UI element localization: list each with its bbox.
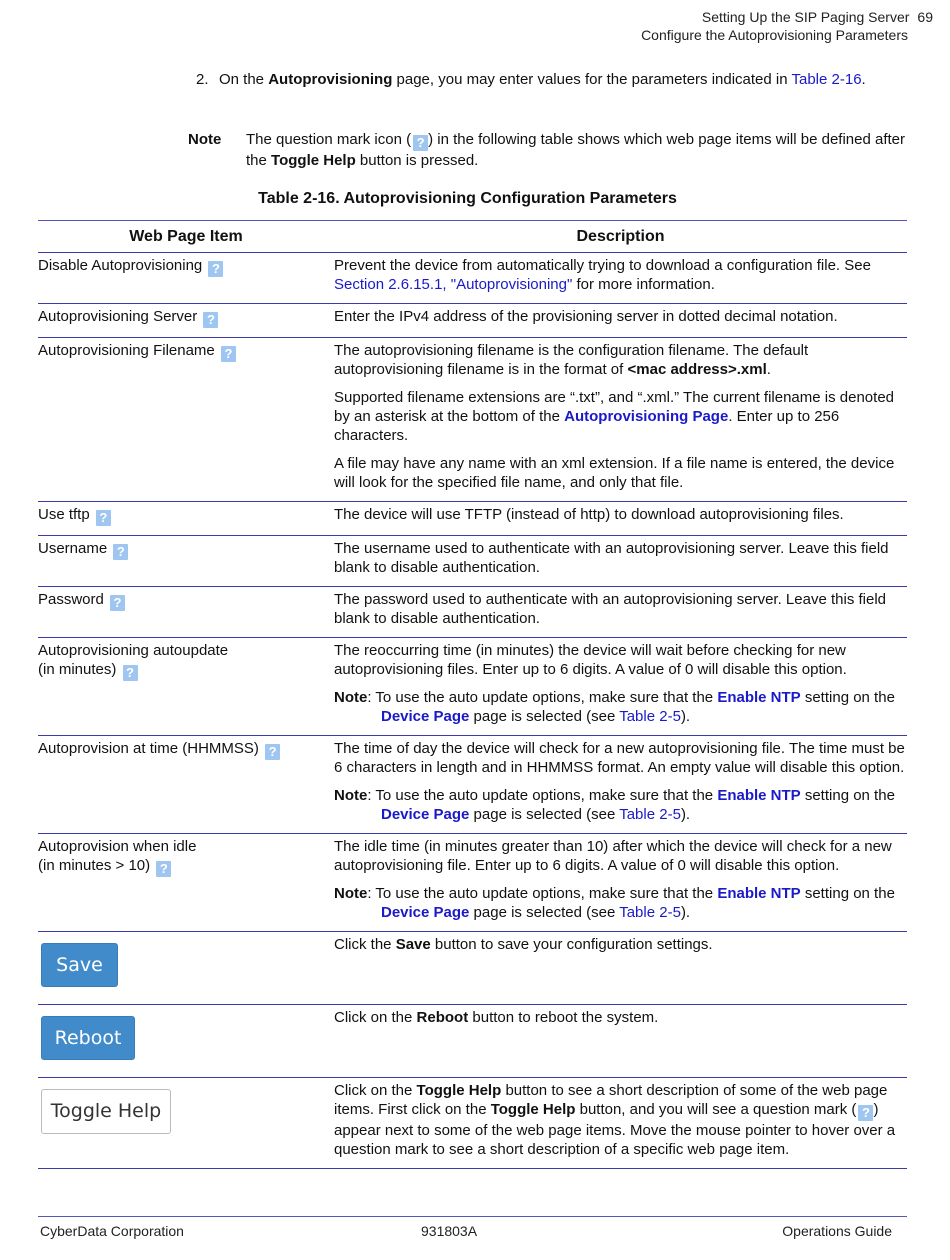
table-row <box>38 304 907 338</box>
device-page-link[interactable]: Device Page <box>381 806 470 823</box>
page-header <box>641 8 933 44</box>
item-cell: Password ? <box>38 587 334 638</box>
description-cell: The username used to authenticate with an autoprovisioning server. Leave this field blank to disable authentication. <box>334 536 907 587</box>
table-row <box>38 1078 907 1169</box>
column-header-web-page-item: Web Page Item <box>38 221 334 253</box>
table-row <box>38 638 907 736</box>
table-2-5-link[interactable]: Table 2-5 <box>619 708 681 725</box>
item-cell <box>38 1078 334 1169</box>
table-row <box>38 338 907 502</box>
header-section-title: Setting Up the SIP Paging Server <box>701 9 910 25</box>
description-cell: Click on the Toggle Help button to see a short description of some of the web page items. First click on the Toggle Help button, and you will see a question mark ( ? ) appear next to some of the web page items. Move the mouse pointer to hover over a question mark to see a short description of a specific web page item. <box>334 1078 907 1169</box>
item-cell: Autoprovisioning Filename ? <box>38 338 334 502</box>
device-page-link[interactable]: Device Page <box>381 708 470 725</box>
item-cell <box>38 932 334 1005</box>
description-cell: Click on the Reboot button to reboot the system. <box>334 1005 907 1078</box>
footer-rule <box>38 1216 907 1217</box>
question-mark-icon[interactable]: ? <box>221 346 236 362</box>
table-row <box>38 253 907 304</box>
description-cell: The device will use TFTP (instead of http) to download autoprovisioning files. <box>334 502 907 536</box>
ntp-note: Note: To use the auto update options, make sure that the Enable NTP setting on the Device Page page is selected (see Table 2-5). <box>334 689 895 725</box>
column-header-description: Description <box>334 221 907 253</box>
footer-guide-title: Operations Guide <box>782 1223 892 1239</box>
description-cell: The idle time (in minutes greater than 10) after which the device will check for a new autoprovisioning file. Enter up to 6 digits. A value of 0 will disable this option. Note: To use the auto update options, make sure that the Enable NTP setting on the Device Page page is selected (see Table 2-5). <box>334 834 907 932</box>
device-page-link[interactable]: Device Page <box>381 904 470 921</box>
question-mark-icon[interactable]: ? <box>265 744 280 760</box>
description-cell: The autoprovisioning filename is the configuration filename. The default autoprovisioning filename is in the format of <mac address>.xml. Supported filename extensions are “.txt”, and “.xml.” The current filename is denoted by an asterisk at the bottom of the Autoprovisioning Page. Enter up to 256 characters. A file may have any name with an xml extension. If a file name is entered, the device will look for the specified file name, and only that file. <box>334 338 907 502</box>
description-cell: The reoccurring time (in minutes) the device will wait before checking for new autoprovisioning files. Enter up to 6 digits. A value of 0 will disable this option. Note: To use the auto update options, make sure that the Enable NTP setting on the Device Page page is selected (see Table 2-5). <box>334 638 907 736</box>
description-cell: The time of day the device will check for a new autoprovisioning file. The time must be 6 characters in length and in HHMMSS format. An empty value will disable this option. Note: To use the auto update options, make sure that the Enable NTP setting on the Device Page page is selected (see Table 2-5). <box>334 736 907 834</box>
enable-ntp-link[interactable]: Enable NTP <box>717 787 801 804</box>
step-text: On the Autoprovisioning page, you may enter values for the parameters indicated in Table 2-16. <box>219 71 866 88</box>
autoprovisioning-parameters-table <box>38 220 907 1169</box>
table-caption: Table 2-16. Autoprovisioning Configuration Parameters <box>258 190 677 207</box>
item-cell: Autoprovision at time (HHMMSS) ? <box>38 736 334 834</box>
description-cell: Click the Save button to save your configuration settings. <box>334 932 907 1005</box>
table-row <box>38 536 907 587</box>
item-cell <box>38 1005 334 1078</box>
autoprovisioning-page-link[interactable]: Autoprovisioning Page <box>564 408 729 425</box>
question-mark-icon: ? <box>858 1105 873 1121</box>
item-cell: Username ? <box>38 536 334 587</box>
question-mark-icon[interactable]: ? <box>113 544 128 560</box>
header-subsection-title: Configure the Autoprovisioning Parameters <box>641 27 908 43</box>
enable-ntp-link[interactable]: Enable NTP <box>717 885 801 902</box>
question-mark-icon[interactable]: ? <box>156 861 171 877</box>
table-2-5-link[interactable]: Table 2-5 <box>619 806 681 823</box>
section-link[interactable]: Section 2.6.15.1, "Autoprovisioning" <box>334 276 573 293</box>
toggle-help-button[interactable]: Toggle Help <box>41 1089 171 1134</box>
note-text: The question mark icon ( ? ) in the following table shows which web page items will be defined after the Toggle Help button is pressed. <box>246 131 906 169</box>
ntp-note: Note: To use the auto update options, make sure that the Enable NTP setting on the Device Page page is selected (see Table 2-5). <box>334 787 895 823</box>
step-2 <box>196 70 906 90</box>
enable-ntp-link[interactable]: Enable NTP <box>717 689 801 706</box>
note-label: Note <box>188 131 222 148</box>
description-cell: Prevent the device from automatically trying to download a configuration file. See Section 2.6.15.1, "Autoprovisioning" for more information. <box>334 253 907 304</box>
item-cell: Autoprovisioning Server ? <box>38 304 334 338</box>
footer-doc-number: 931803A <box>421 1223 478 1239</box>
description-cell: Enter the IPv4 address of the provisioning server in dotted decimal notation. <box>334 304 907 338</box>
table-row <box>38 932 907 1005</box>
ntp-note: Note: To use the auto update options, make sure that the Enable NTP setting on the Device Page page is selected (see Table 2-5). <box>334 885 895 921</box>
table-header-row <box>38 221 907 253</box>
item-cell: Disable Autoprovisioning ? <box>38 253 334 304</box>
table-row <box>38 736 907 834</box>
footer-company: CyberData Corporation <box>40 1223 184 1239</box>
reboot-button[interactable]: Reboot <box>41 1016 135 1060</box>
table-row <box>38 834 907 932</box>
save-button[interactable]: Save <box>41 943 118 987</box>
autoprovisioning-bold: Autoprovisioning <box>268 71 393 88</box>
table-row <box>38 587 907 638</box>
item-cell: Use tftp ? <box>38 502 334 536</box>
question-mark-icon[interactable]: ? <box>96 510 111 526</box>
step-number: 2. <box>196 71 209 88</box>
page-number: 69 <box>917 9 933 25</box>
question-mark-icon[interactable]: ? <box>123 665 138 681</box>
question-mark-icon[interactable]: ? <box>203 312 218 328</box>
item-cell: Autoprovisioning autoupdate (in minutes) ? <box>38 638 334 736</box>
table-row <box>38 1005 907 1078</box>
table-2-16-link[interactable]: Table 2-16 <box>791 71 862 88</box>
description-cell: The password used to authenticate with an autoprovisioning server. Leave this field blank to disable authentication. <box>334 587 907 638</box>
question-mark-icon[interactable]: ? <box>208 261 223 277</box>
item-cell: Autoprovision when idle (in minutes > 10) ? <box>38 834 334 932</box>
note-block <box>188 130 908 171</box>
table-row <box>38 502 907 536</box>
question-mark-icon: ? <box>413 135 428 151</box>
table-2-5-link[interactable]: Table 2-5 <box>619 904 681 921</box>
question-mark-icon[interactable]: ? <box>110 595 125 611</box>
